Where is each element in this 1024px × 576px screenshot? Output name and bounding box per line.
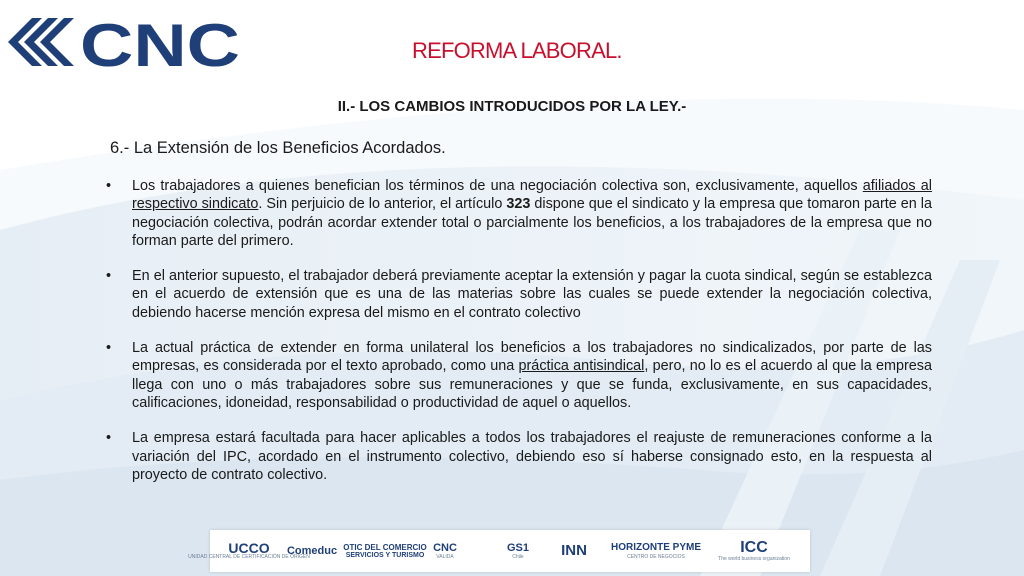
partner-logo-ucco bbox=[188, 530, 310, 572]
partner-logo-comeduc bbox=[284, 530, 340, 572]
partner-logo-strip bbox=[188, 530, 810, 572]
bullet-icon: • bbox=[106, 268, 112, 285]
partner-subtitle: VALIDA bbox=[436, 554, 454, 560]
partner-name: OTIC DEL COMERCIO bbox=[343, 542, 427, 552]
bullet-text: . Sin perjuicio de lo anterior, el artículo bbox=[258, 196, 507, 213]
bullet-list bbox=[106, 177, 932, 501]
bullet-text: , pero, no lo es el acuerdo al que la empresa llega con uno o más trabajadores sobre sus remuneraciones y que se funda, exclusivamente, en sus capacidades, calificaciones, idoneidad, responsabilidad o productividad de aquel o aquellos. bbox=[132, 358, 932, 411]
partner-name: GS1 bbox=[506, 542, 529, 554]
partner-subtitle: The world business organization bbox=[718, 556, 790, 562]
bullet-icon: • bbox=[106, 178, 112, 194]
bullet-icon: • bbox=[106, 430, 112, 447]
bullet-icon: • bbox=[106, 340, 112, 357]
section-heading: 6.- La Extensión de los Beneficios Acordados. bbox=[110, 139, 446, 157]
partner-name: UCCO bbox=[228, 540, 270, 556]
partner-name: CNC bbox=[433, 542, 457, 554]
bullet-text: En el anterior supuesto, el trabajador deberá previamente aceptar la extensión y pagar la cuota sindical, según se establezca en el acuerdo de extensión que es una de las materias sobre las cuales se puede extender la negociación colectiva, debiendo hacerse mención expresa del mismo en el contrato colectivo bbox=[132, 268, 932, 321]
article-number: 323 bbox=[506, 196, 531, 213]
partner-subtitle: Chile bbox=[512, 554, 524, 560]
partner-name: Comeduc bbox=[286, 545, 338, 557]
partner-name: INN bbox=[561, 542, 587, 559]
cnc-logo-mark bbox=[8, 18, 74, 66]
partner-name: ICC bbox=[740, 539, 768, 556]
bullet-item bbox=[106, 177, 932, 250]
partner-logo-inn bbox=[548, 530, 600, 572]
bullet-text: dispone que el sindicato y la empresa que tomaron parte en la negociación colectiva, podrán acordar extender total o parcialmente los beneficios, a los trabajadores de la empresa que no forman parte del primero. bbox=[132, 196, 932, 249]
partner-logo-gs1 bbox=[498, 530, 538, 572]
underlined-term: afiliados al respectivo sindicato bbox=[132, 178, 933, 213]
bullet-text: La empresa estará facultada para hacer aplicables a todos los trabajadores el reajuste de remuneraciones conforme a la variación del IPC, acordado en el instrumento colectivo, debiendo eso sí haberse consignado esto, en la respuesta al proyecto de contrato colectivo. bbox=[132, 430, 932, 483]
slide-title: REFORMA LABORAL. bbox=[412, 38, 622, 63]
partner-logo-icc bbox=[704, 530, 804, 572]
bullet-text: La actual práctica de extender en forma unilateral los beneficios a los trabajadores no sindicalizados, por parte de las empresas, es considerada por el texto aprobado, como una bbox=[132, 340, 932, 375]
partner-name: HORIZONTE PYME bbox=[611, 542, 702, 553]
cnc-logo-text: CNC bbox=[80, 14, 240, 72]
partner-subtitle: UNIDAD CENTRAL DE CERTIFICACIÓN DE ORIGEN bbox=[188, 554, 310, 560]
slide-subtitle: II.- LOS CAMBIOS INTRODUCIDOS POR LA LEY.- bbox=[337, 98, 687, 115]
underlined-term: práctica antisindical bbox=[518, 358, 645, 375]
bullet-item bbox=[106, 339, 932, 412]
partner-subtitle: SERVICIOS Y TURISMO bbox=[345, 551, 425, 559]
partner-logo-otic bbox=[344, 530, 426, 572]
partner-logo-cnc-valida bbox=[428, 530, 462, 572]
bullet-text: Los trabajadores a quienes benefician los términos de una negociación colectiva son, exclusivamente, aquellos bbox=[132, 178, 863, 194]
bullet-item bbox=[106, 429, 932, 484]
cnc-logo bbox=[6, 14, 246, 72]
bullet-item bbox=[106, 267, 932, 322]
partner-logo-horizonte-pyme bbox=[611, 530, 702, 572]
partner-subtitle: CENTRO DE NEGOCIOS bbox=[627, 554, 685, 560]
